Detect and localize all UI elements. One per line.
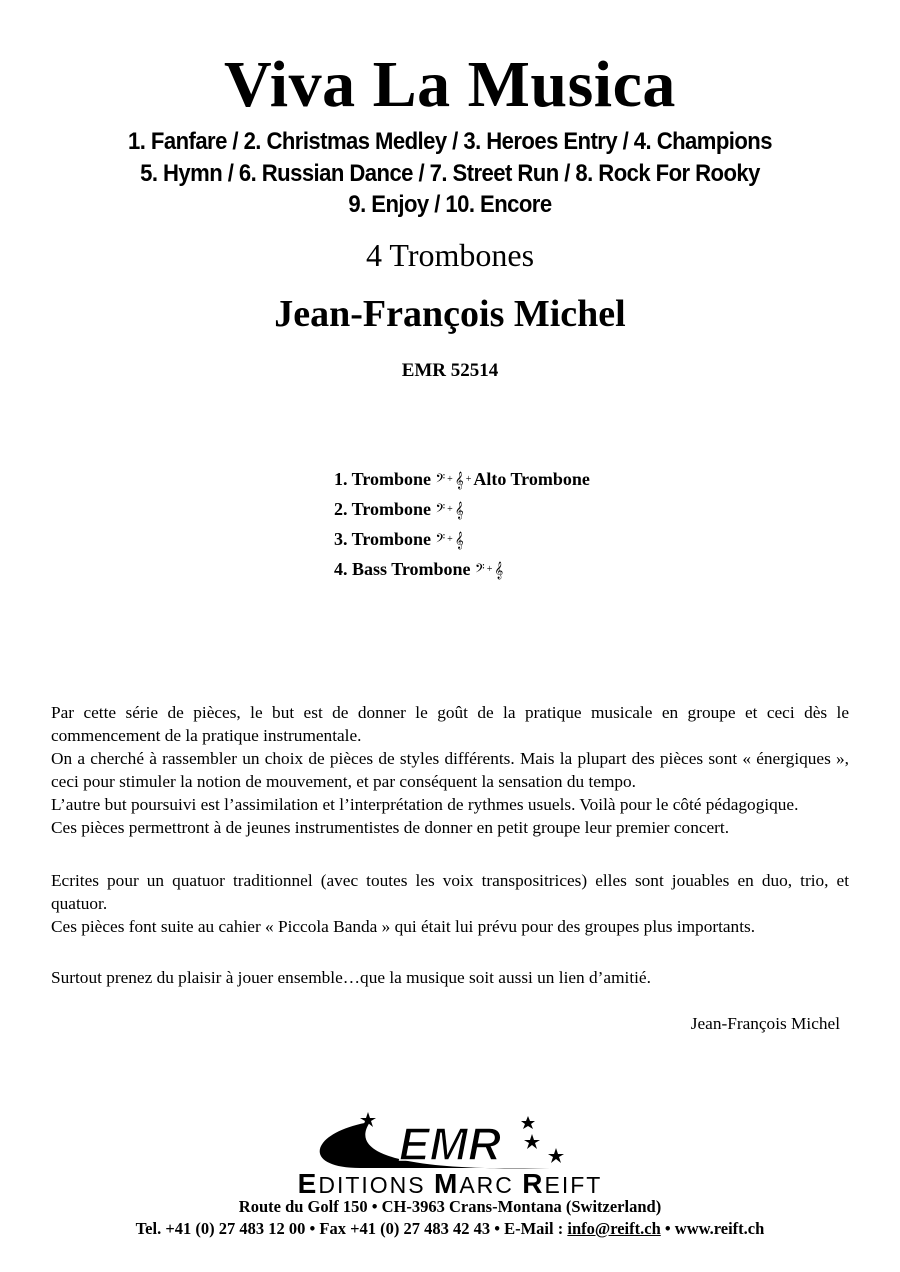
instrumentation: 4 Trombones bbox=[365, 237, 535, 273]
piece-list-line-2: 5. Hymn / 6. Russian Dance / 7. Street Run / 8. Rock For Rooky bbox=[140, 160, 760, 187]
part-label: 3. Trombone bbox=[334, 529, 432, 549]
preface-paragraph-2 bbox=[51, 869, 849, 938]
bass-clef-icon: 𝄢 bbox=[475, 561, 485, 579]
bass-clef-icon: 𝄢 bbox=[435, 531, 446, 549]
treble-clef-icon: 𝄞 bbox=[494, 561, 504, 579]
part-item bbox=[334, 497, 590, 527]
email-link[interactable]: info@reift.ch bbox=[567, 1219, 661, 1238]
plus-sign: + bbox=[447, 474, 453, 485]
publisher-address: Route du Golf 150 • CH-3963 Crans-Montana (Switzerland) bbox=[238, 1197, 662, 1216]
catalog-number: EMR 52514 bbox=[401, 360, 499, 381]
parts-list bbox=[334, 467, 590, 587]
preface-paragraph-3 bbox=[51, 966, 849, 989]
plus-sign: + bbox=[447, 504, 453, 515]
star-icon bbox=[548, 1148, 564, 1163]
part-item bbox=[334, 527, 590, 557]
bass-clef-icon: 𝄢 bbox=[435, 501, 446, 519]
part-alternate: Alto Trombone bbox=[473, 469, 590, 489]
preface-line: Surtout prenez du plaisir à jouer ensemble…que la musique soit aussi un lien d’amitié. bbox=[51, 968, 651, 987]
website: • www.reift.ch bbox=[660, 1219, 765, 1238]
publisher-name: EDITIONS MARC REIFT bbox=[297, 1168, 603, 1199]
composer: Jean-François Michel bbox=[274, 293, 626, 335]
preface-line: Par cette série de pièces, le but est de donner le goût de la pratique musicale en groupe et ceci dès le commencement de la pratique instrumentale. bbox=[51, 703, 849, 745]
preface-line: Ces pièces font suite au cahier « Piccola Banda » qui était lui prévu pour des groupes plus importants. bbox=[51, 917, 756, 936]
plus-sign: + bbox=[486, 564, 493, 575]
logo-text: EMR bbox=[398, 1118, 502, 1170]
star-icon bbox=[524, 1134, 540, 1149]
piece-list-line-1: 1. Fanfare / 2. Christmas Medley / 3. Heroes Entry / 4. Champions bbox=[128, 128, 772, 155]
bass-clef-icon: 𝄢 bbox=[435, 471, 446, 489]
contact-phone-fax: Tel. +41 (0) 27 483 12 00 • Fax +41 (0) 27 483 42 43 • E-Mail : bbox=[135, 1219, 568, 1238]
part-label: 1. Trombone bbox=[334, 469, 432, 489]
plus-sign: + bbox=[465, 474, 472, 485]
preface-line: Ecrites pour un quatuor traditionnel (avec toutes les voix transpositrices) elles sont jouables en duo, trio, et quatuor. bbox=[51, 871, 849, 913]
publisher-contact bbox=[0, 1219, 900, 1239]
part-label: 4. Bass Trombone bbox=[334, 559, 471, 579]
preface-line: Ces pièces permettront à de jeunes instrumentistes de donner en petit groupe leur premier concert. bbox=[51, 818, 730, 837]
emr-logo bbox=[300, 1108, 600, 1172]
preface-line: L’autre but poursuivi est l’assimilation et l’interprétation de rythmes usuels. Voilà pour le côté pédagogique. bbox=[51, 795, 799, 814]
part-label: 2. Trombone bbox=[334, 499, 432, 519]
preface-signature: Jean-François Michel bbox=[690, 1014, 840, 1033]
part-item bbox=[334, 557, 590, 587]
treble-clef-icon: 𝄞 bbox=[454, 471, 464, 489]
treble-clef-icon: 𝄞 bbox=[454, 531, 464, 549]
piece-list-line-3: 9. Enjoy / 10. Encore bbox=[348, 191, 552, 218]
treble-clef-icon: 𝄞 bbox=[454, 501, 464, 519]
part-item bbox=[334, 467, 590, 497]
preface-line: On a cherché à rassembler un choix de pièces de styles différents. Mais la plupart des pièces sont « énergiques », ceci pour stimuler la notion de mouvement, et par conséquent la sensation du tempo. bbox=[51, 749, 849, 791]
preface-paragraph-1 bbox=[51, 701, 849, 839]
plus-sign: + bbox=[447, 534, 453, 545]
title: Viva La Musica bbox=[224, 48, 676, 121]
star-icon bbox=[521, 1116, 535, 1129]
